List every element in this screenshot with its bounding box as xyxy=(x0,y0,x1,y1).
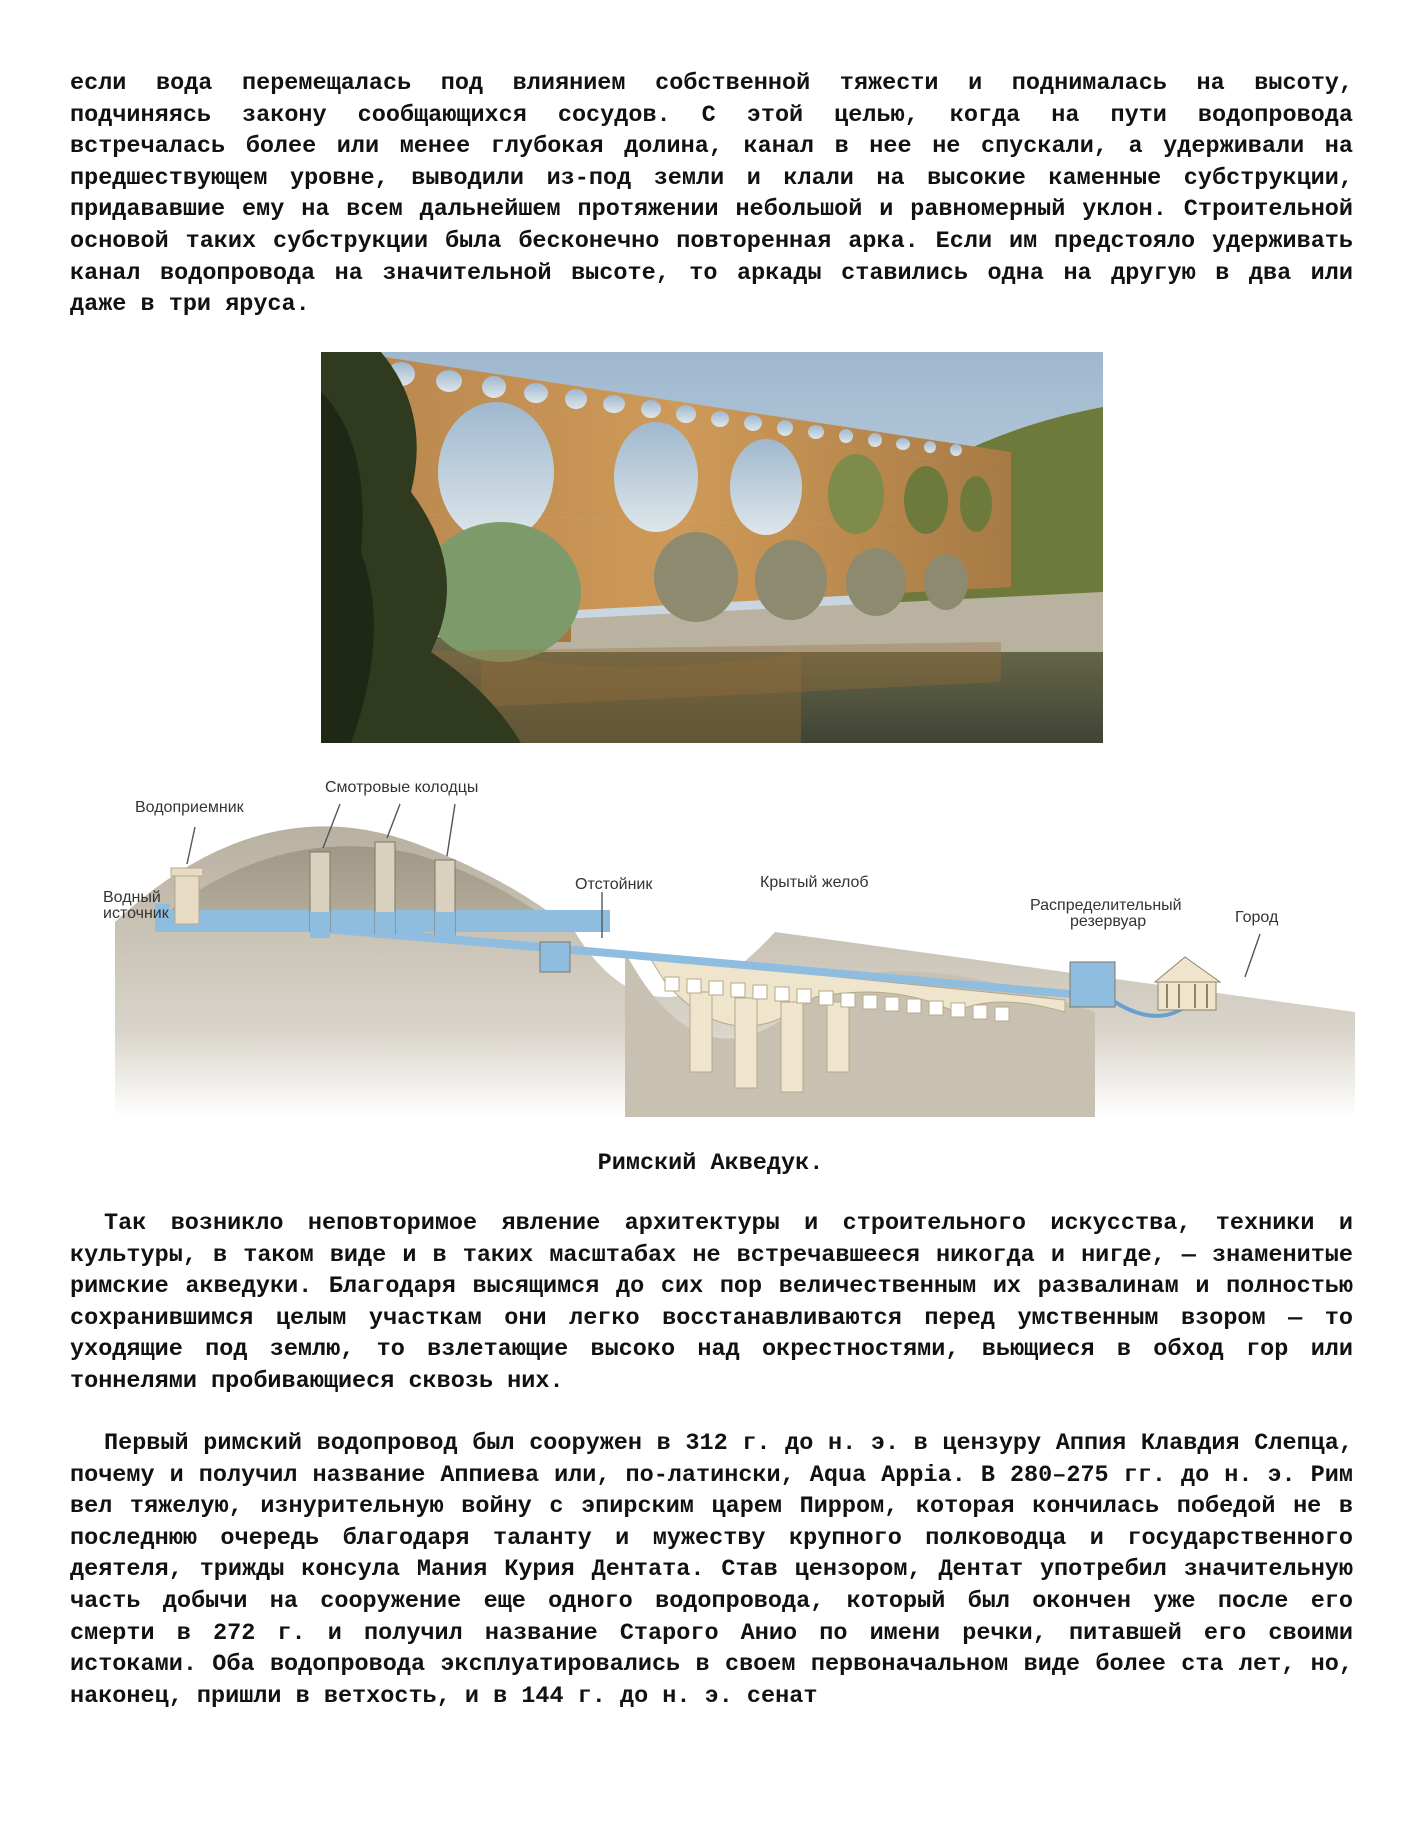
label-city: Город xyxy=(1235,909,1279,926)
label-settling-tank: Отстойник xyxy=(575,876,653,893)
paragraph-intro: если вода перемещалась под влиянием собственной тяжести и поднималась на высоту, подчиняясь закону сообщающихся сосудов. С этой целью, когда на пути водопровода встречалась более или менее глубокая долина, канал в нее не спускали, а удерживали на предшествующем уровне, выводили из-под земли и клали на высокие каменные субструкции, придававшие ему на всем дальнейшем протяжении небольшой и равномерный уклон. Строительной основой таких субструкции была бесконечно повторенная арка. Если им предстояло удерживать канал водопровода на значительной высоте, то аркады ставились одна на другую в два или даже в три яруса. xyxy=(70,70,1353,319)
label-covered-channel: Крытый желоб xyxy=(760,874,869,891)
aqueduct-diagram xyxy=(95,762,1355,1117)
paragraph-first-aqueduct: Первый римский водопровод был сооружен в 312 г. до н. э. в цензуру Аппия Клавдия Слепца, почему и получил название Аппиева или, по-латински, Aqua Appia. В 280–275 гг. до н. э. Рим вел тяжелую, изнурительную войну с эпирским царем Пирром, которая кончилась победой не в последнюю очередь благодаря таланту и мужеству крупного полководца и государственного деятеля, трижды консула Мания Курия Дентата. Став цензором, Дентат употребил значительную часть добычи на сооружение еще одного водопровода, который был окончен уже после его смерти в 272 г. и получил название Старого Анио по имени речки, питавшей его своими истоками. Оба водопровода эксплуатировались в своем первоначальном виде более ста лет, но, наконец, пришли в ветхость, и в 144 г. до н. э. сенат xyxy=(70,1430,1353,1710)
label-intake: Водоприемник xyxy=(135,799,244,816)
label-distribution-1: Распределительный xyxy=(1030,897,1182,914)
aqueduct-photo xyxy=(321,352,1103,743)
paragraph-aqueducts: Так возникло неповторимое явление архитектуры и строительного искусства, техники и культуры, в таком виде и в таких масштабах не встречавшееся никогда и нигде, — знаменитые римские акведуки. Благодаря высящимся до сих пор величественным их развалинам и полностью сохранившимся целым участкам они легко восстанавливаются перед умственным взором — то уходящие под землю, то взлетающие высоко над окрестностями, вьющиеся в обход гор или тоннелями пробивающиеся сквозь них. xyxy=(70,1210,1353,1395)
figure-caption: Римский Акведук. xyxy=(597,1150,824,1177)
label-distribution-2: резервуар xyxy=(1070,913,1147,930)
label-water-source-2: источник xyxy=(103,905,169,922)
label-inspection-shafts: Смотровые колодцы xyxy=(325,779,479,796)
label-water-source-1: Водный xyxy=(103,889,161,906)
